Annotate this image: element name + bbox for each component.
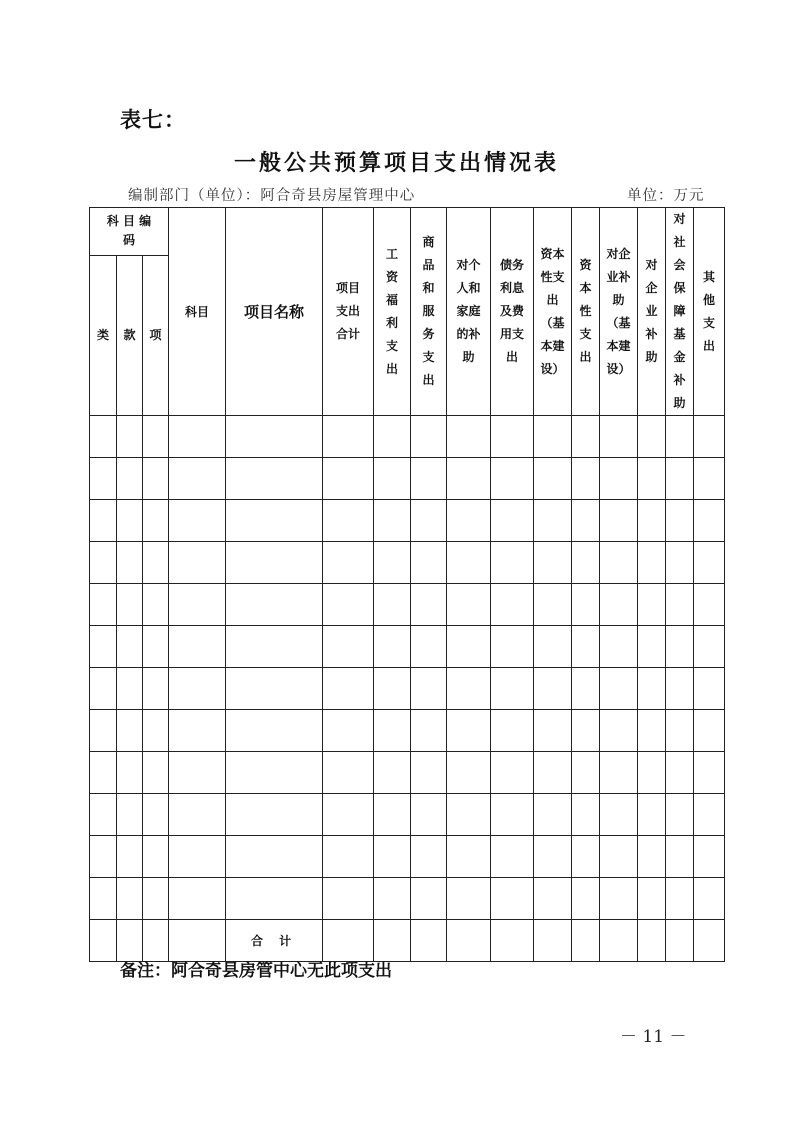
page-number: － 11 － [620, 1027, 687, 1047]
project-total-header: 项目支出合计 [323, 208, 374, 416]
table-row [90, 416, 725, 458]
col-header-7: 对企业补助（基本建设） [600, 208, 638, 416]
code-col-section: 款 [117, 255, 143, 415]
col-header-2: 商品和服务支出 [411, 208, 447, 416]
subject-code-header: 科 目 编 码 [90, 208, 169, 256]
table-row [90, 794, 725, 836]
col-header-6: 资本性支出 [572, 208, 600, 416]
col-header-9: 对社会保障基金补助 [666, 208, 694, 416]
table-row [90, 752, 725, 794]
table-row [90, 878, 725, 920]
currency-unit: 单位：万元 [627, 188, 705, 204]
col-header-8: 对企业补助 [638, 208, 666, 416]
col-header-1: 工资福利支出 [374, 208, 411, 416]
page-title: 一般公共预算项目支出情况表 [233, 151, 559, 176]
table-row [90, 626, 725, 668]
table-row [90, 584, 725, 626]
table-row [90, 710, 725, 752]
table-row [90, 458, 725, 500]
col-header-5: 资本性支出（基本建设） [534, 208, 572, 416]
col-header-3: 对个人和家庭的补助 [447, 208, 491, 416]
subject-header: 科目 [169, 208, 226, 416]
table-label: 表七： [120, 108, 186, 132]
footnote: 备注：阿合奇县房管中心无此项支出 [120, 961, 392, 981]
code-col-category: 类 [90, 255, 117, 415]
table-row [90, 542, 725, 584]
expenditure-table [89, 207, 725, 962]
compiling-unit: 编制部门（单位）：阿合奇县房屋管理中心 [128, 188, 416, 204]
col-header-4: 债务利息及费用支出 [491, 208, 534, 416]
table-row [90, 668, 725, 710]
col-header-10: 其他支出 [694, 208, 725, 416]
table-row [90, 500, 725, 542]
project-name-header: 项目名称 [226, 208, 323, 416]
code-col-item: 项 [143, 255, 169, 415]
total-row-label: 合 计 [226, 920, 323, 962]
table-row [90, 836, 725, 878]
